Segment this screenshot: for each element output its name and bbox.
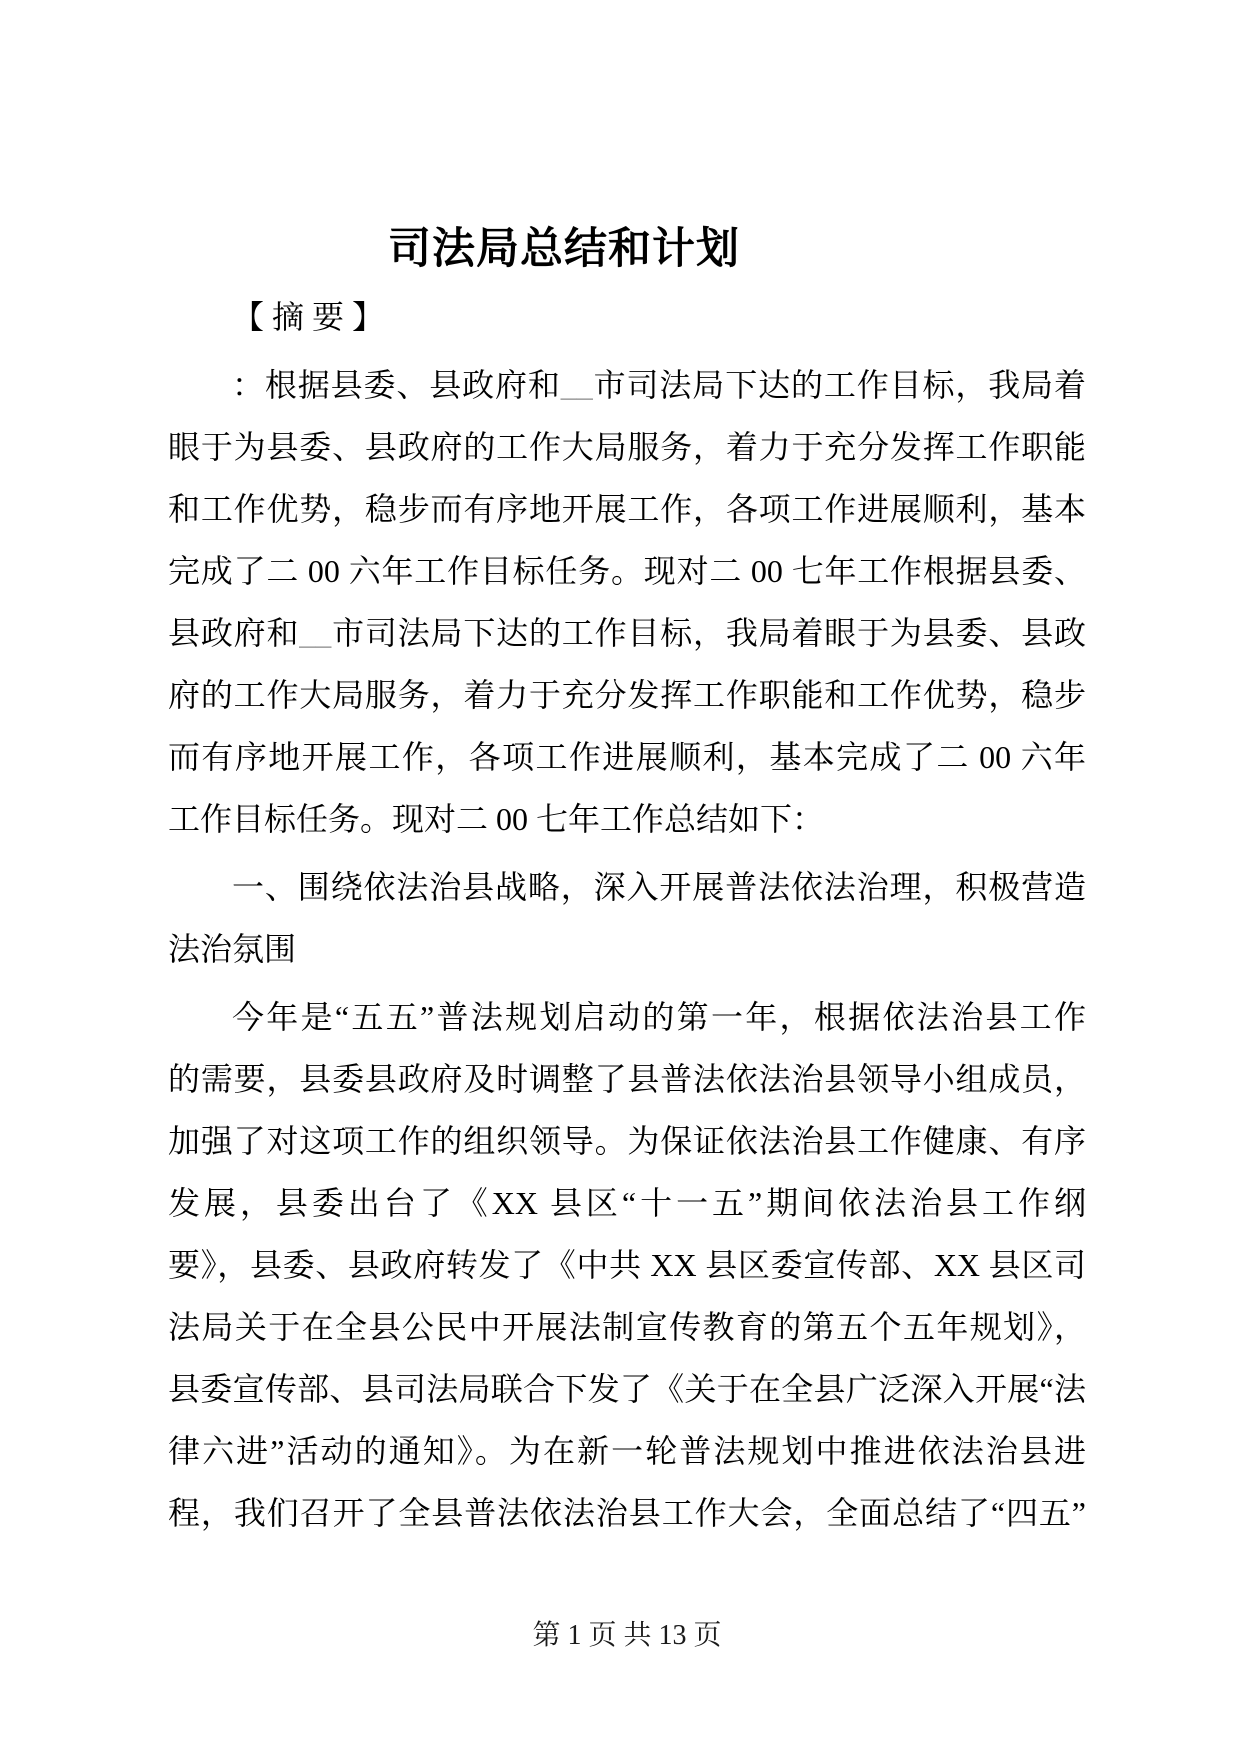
text-line: 工作目标任务。现对二 00 七年工作总结如下： <box>168 801 825 837</box>
blank-underscore: __ <box>299 615 332 651</box>
text-line: 县政府和__市司法局下达的工作目标，我局着眼于为县委、县政 <box>168 615 1086 651</box>
blank-underscore: __ <box>560 367 593 403</box>
paragraph <box>168 354 1086 850</box>
text-line: 的需要，县委县政府及时调整了县普法依法治县领导小组成员， <box>168 1061 1086 1097</box>
text-line: 县委宣传部、县司法局联合下发了《关于在全县广泛深入开展“法 <box>168 1371 1086 1407</box>
abstract-label: 【摘要】 <box>232 299 393 335</box>
text-line: 要》，县委、县政府转发了《中共 XX 县区委宣传部、XX 县区司 <box>168 1247 1086 1283</box>
text-line: 今年是“五五”普法规划启动的第一年，根据依法治县工作 <box>232 999 1086 1035</box>
text-line: 完成了二 00 六年工作目标任务。现对二 00 七年工作根据县委、 <box>168 553 1086 589</box>
paragraph <box>168 856 1086 980</box>
text-line: 和工作优势，稳步而有序地开展工作，各项工作进展顺利，基本 <box>168 491 1086 527</box>
page-number-text: 第 1 页 共 13 页 <box>532 1620 722 1651</box>
document-content <box>168 216 1086 1550</box>
text-line: 法治氛围 <box>168 931 297 967</box>
document-body <box>168 354 1086 1544</box>
text-line: 加强了对这项工作的组织领导。为保证依法治县工作健康、有序 <box>168 1123 1086 1159</box>
text-line: 一、围绕依法治县战略，深入开展普法依法治理，积极营造 <box>232 869 1086 905</box>
text-line: 眼于为县委、县政府的工作大局服务，着力于充分发挥工作职能 <box>168 429 1086 465</box>
document-title: 司法局总结和计划 <box>388 225 740 273</box>
text-line: 发展，县委出台了《XX 县区“十一五”期间依法治县工作纲 <box>168 1185 1086 1221</box>
text-line: 律六进”活动的通知》。为在新一轮普法规划中推进依法治县进 <box>168 1433 1086 1469</box>
page-footer <box>168 1610 1086 1662</box>
text-line: 府的工作大局服务，着力于充分发挥工作职能和工作优势，稳步 <box>168 677 1086 713</box>
text-line: 而有序地开展工作，各项工作进展顺利，基本完成了二 00 六年 <box>168 739 1086 775</box>
paragraph <box>168 986 1086 1544</box>
text-line: ：根据县委、县政府和__市司法局下达的工作目标，我局着 <box>232 367 1086 403</box>
text-line: 程，我们召开了全县普法依法治县工作大会，全面总结了“四五” <box>168 1495 1086 1531</box>
text-line: 法局关于在全县公民中开展法制宣传教育的第五个五年规划》， <box>168 1309 1086 1345</box>
